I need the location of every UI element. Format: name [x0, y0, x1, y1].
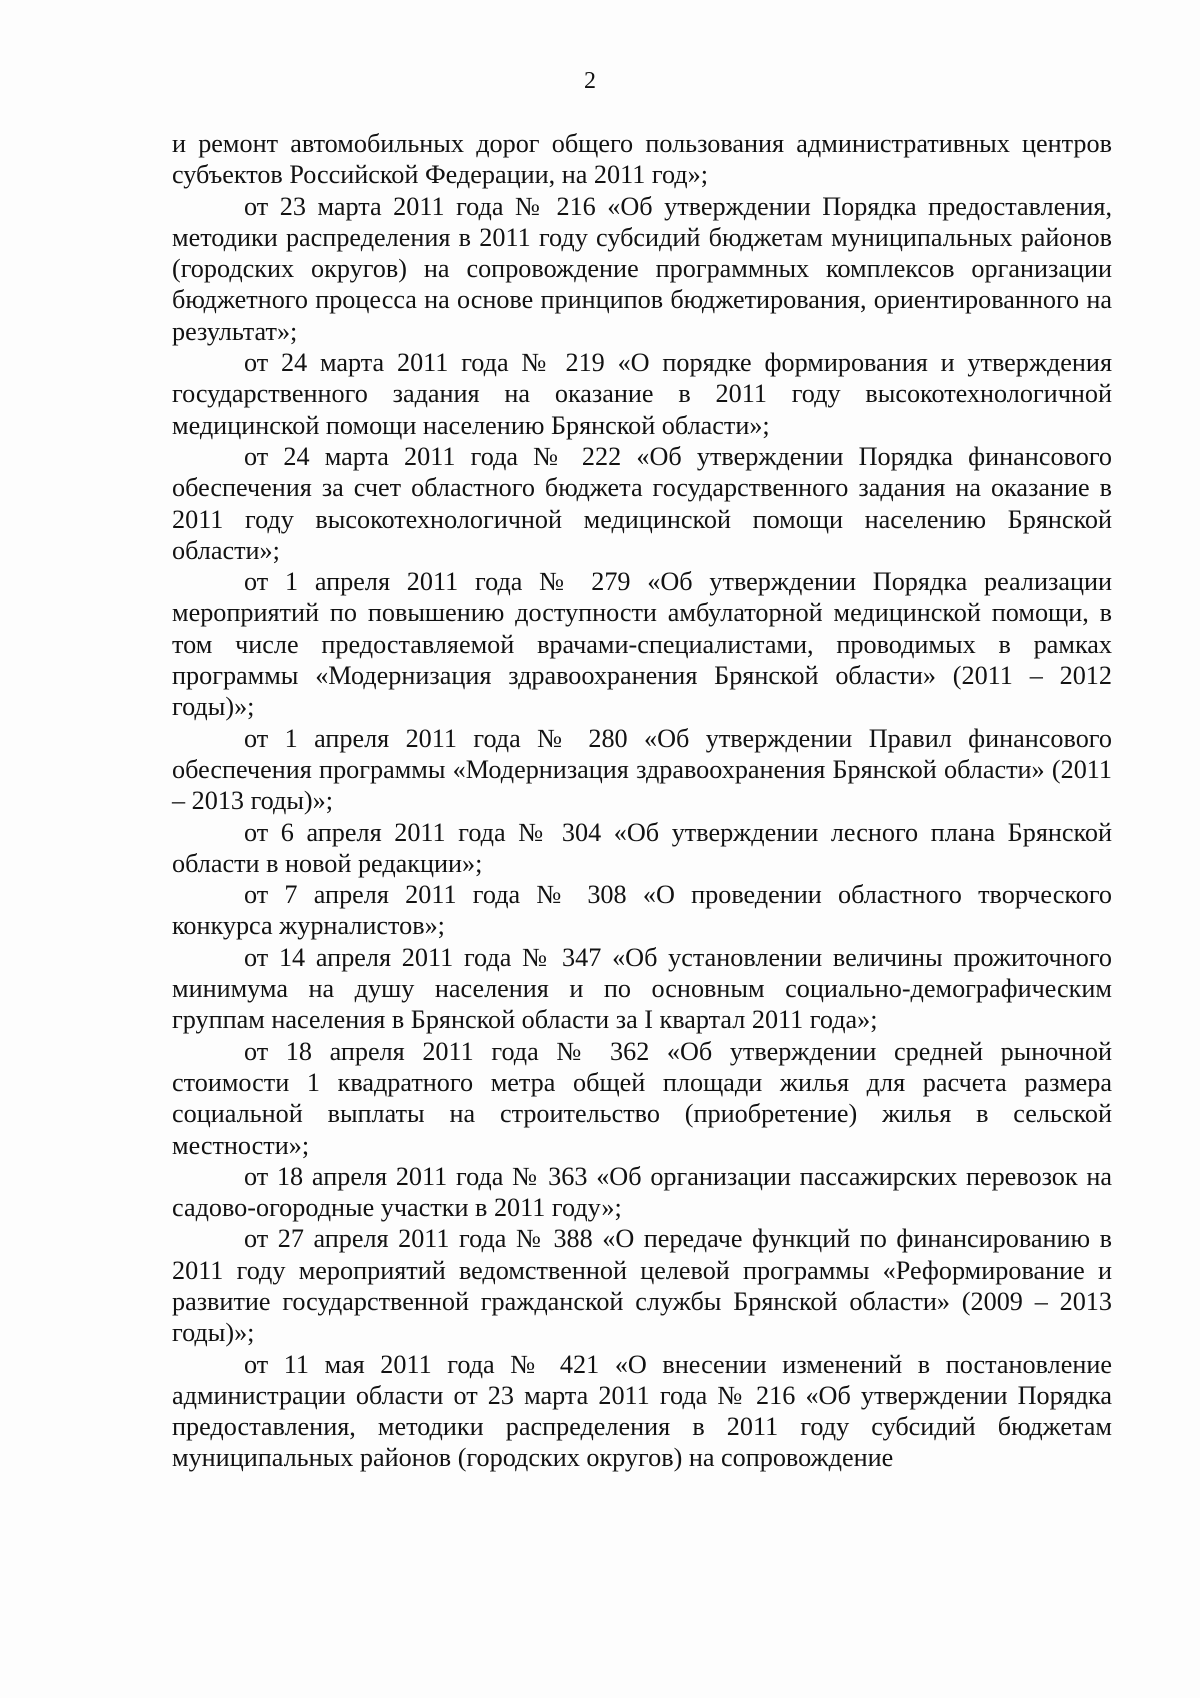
paragraph-12: от 27 апреля 2011 года № 388 «О передаче функций по финансированию в 2011 году мероприятий ведомственной целевой программы «Реформирование и развитие государственной гражданской службы Брянской области» (2009 – 2013 годы)»; [172, 1224, 1112, 1348]
paragraph-7: от 6 апреля 2011 года № 304 «Об утверждении лесного плана Брянской области в новой редакции»; [172, 817, 1112, 878]
paragraph-13: от 11 мая 2011 года № 421 «О внесении изменений в постановление администрации области от 23 марта 2011 года № 216 «Об утверждении Порядка предоставления, методики распределения в 2011 году субсидий бюджетам муниципальных районов (городских округов) на сопровождение [172, 1349, 1112, 1473]
paragraph-9: от 14 апреля 2011 года № 347 «Об установлении величины прожиточного минимума на душу населения и по основным социально-демографическим группам населения в Брянской области за I квартал 2011 года»; [172, 942, 1112, 1035]
paragraph-8: от 7 апреля 2011 года № 308 «О проведении областного творческого конкурса журналистов»; [172, 880, 1112, 941]
paragraph-11: от 18 апреля 2011 года № 363 «Об организации пассажирских перевозок на садово-огородные участки в 2011 году»; [172, 1161, 1112, 1223]
paragraph-6: от 1 апреля 2011 года № 280 «Об утверждении Правил финансового обеспечения программы «Модернизация здравоохранения Брянской области» (2011 – 2013 годы)»; [172, 723, 1112, 816]
paragraph-10: от 18 апреля 2011 года № 362 «Об утверждении средней рыночной стоимости 1 квадратного метра общей площади жилья для расчета размера социальной выплаты на строительство (приобретение) жилья в сельской местности»; [172, 1036, 1112, 1160]
document-body [172, 128, 1112, 1474]
paragraph-4: от 24 марта 2011 года № 222 «Об утверждении Порядка финансового обеспечения за счет областного бюджета государственного задания на оказание в 2011 году высокотехнологичной медицинской помощи населению Брянской области»; [172, 441, 1112, 565]
paragraph-1: и ремонт автомобильных дорог общего пользования административных центров субъектов Российской Федерации, на 2011 год»; [172, 129, 1112, 190]
paragraph-5: от 1 апреля 2011 года № 279 «Об утверждении Порядка реализации мероприятий по повышению доступности амбулаторной медицинской помощи, в том числе предоставляемой врачами-специалистами, проводимых в рамках программы «Модернизация здравоохранения Брянской области» (2011 – 2012 годы)»; [172, 567, 1112, 722]
paragraph-2: от 23 марта 2011 года № 216 «Об утверждении Порядка предоставления, методики распределения в 2011 году субсидий бюджетам муниципальных районов (городских округов) на сопровождение программных комплексов организации бюджетного процесса на основе принципов бюджетирования, ориентированного на результат»; [172, 191, 1112, 346]
page-number: 2 [584, 68, 596, 94]
paragraph-3: от 24 марта 2011 года № 219 «О порядке формирования и утверждения государственного задания на оказание в 2011 году высокотехнологичной медицинской помощи населению Брянской области»; [172, 348, 1112, 440]
